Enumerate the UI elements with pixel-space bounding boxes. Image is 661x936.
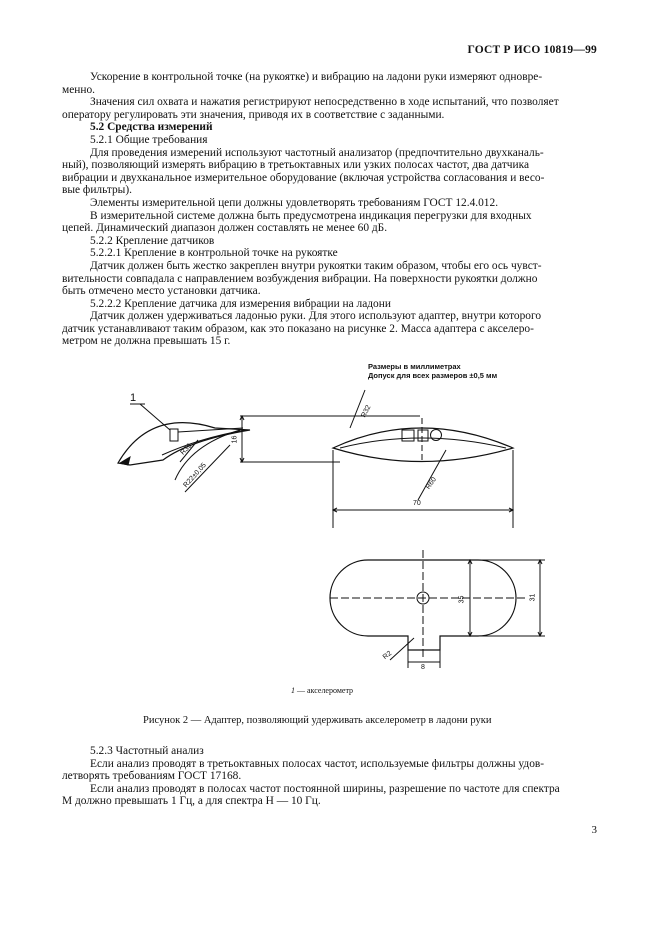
para-line: Датчик должен удерживаться ладонью руки. Для этого используют адаптер, внутри которого [90, 310, 542, 323]
para-line: быть отмечено место установки датчика. [62, 285, 261, 298]
para-line: вые фильтры). [62, 184, 132, 197]
para-line: Для проведения измерений используют частотный анализатор (предпочтительно двухканаль- [90, 146, 544, 159]
adapter-drawing [90, 350, 600, 690]
section-5-2-1-title: 5.2.1 Общие требования [90, 133, 208, 146]
dim-r2: R2 [381, 649, 394, 662]
para-line: летворять требованиям ГОСТ 17168. [62, 770, 242, 783]
callout-1: 1 [130, 392, 137, 404]
dim-r60: R60 [424, 476, 438, 491]
dim-r35: R35 [179, 442, 194, 457]
paragraph [62, 84, 600, 97]
para-line: цепей. Динамический диапазон должен составлять не менее 60 дБ. [62, 222, 388, 235]
para-line: оператору регулировать эти значения, приводя их в соответствие с заданными. [62, 108, 445, 121]
dim-70: 70 [413, 500, 421, 507]
figure-legend [291, 686, 353, 695]
para-line: Если анализ проводят в полосах частот постоянной ширины, разрешение по частоте для спектра [90, 782, 560, 795]
para-line: Ускорение в контрольной точке (на рукоятке) и вибрацию на ладони руки измеряют одновре- [90, 71, 543, 83]
para-line: датчик устанавливают таким образом, как это показано на рисунке 2. Масса адаптера с акселеро- [62, 322, 534, 335]
section-5-2-2-1-title: 5.2.2.1 Крепление в контрольной точке на рукоятке [90, 247, 338, 260]
figure-caption: Рисунок 2 — Адаптер, позволяющий удерживать акселерометр в ладони руки [143, 715, 492, 726]
dim-16: 16 [231, 435, 239, 444]
body-text-2 [62, 745, 600, 808]
para-line: вительности совпадала с направлением возбуждения вибрации. На поверхности рукоятки должно [62, 272, 538, 285]
para-line: ный), позволяющий измерять вибрацию в третьоктавных или узких полосах частот, два датчика [62, 159, 530, 172]
note-line-1: Размеры в миллиметрах [368, 362, 461, 371]
section-5-2-2-title: 5.2.2 Крепление датчиков [90, 234, 215, 247]
para-line: M должно превышать 1 Гц, а для спектра H — 10 Гц. [62, 795, 321, 808]
dimensions-note [368, 362, 497, 380]
dim-31: 31 [529, 593, 537, 602]
paragraph [62, 109, 600, 122]
section-5-2-title: 5.2 Средства измерений [90, 121, 213, 134]
dim-r32: R32 [360, 404, 373, 419]
paragraph [62, 96, 600, 109]
paragraph [62, 71, 600, 84]
section-5-2-3-title: 5.2.3 Частотный анализ [90, 745, 204, 757]
para-line: менно. [62, 83, 95, 96]
section-title [62, 121, 600, 134]
legend-number: 1 [291, 686, 295, 695]
section-5-2-2-2-title: 5.2.2.2 Крепление датчика для измерения вибрации на ладони [90, 297, 391, 310]
legend-text: — акселерометр [295, 686, 354, 695]
document-header: ГОСТ Р ИСО 10819—99 [467, 44, 597, 56]
para-line: Значения сил охвата и нажатия регистрируют непосредственно в ходе испытаний, что позволяет [90, 96, 559, 109]
dim-r22: R22±0,05 [182, 461, 208, 490]
para-line: В измерительной системе должна быть предусмотрена индикация перегрузки для входных [90, 209, 532, 222]
para-line: метром не должна превышать 15 г. [62, 335, 231, 348]
page-number: 3 [591, 824, 597, 836]
figure-2 [90, 350, 600, 720]
para-line: Элементы измерительной цепи должны удовлетворять требованиям ГОСТ 12.4.012. [90, 196, 499, 209]
dim-8: 8 [421, 664, 425, 671]
para-line: Датчик должен быть жестко закреплен внутри рукоятки таким образом, чтобы его ось чувст- [90, 259, 542, 272]
para-line: Если анализ проводят в третьоктавных полосах частот, используемые фильтры должны удов- [90, 757, 545, 770]
para-line: вибрации и двухканальное измерительное оборудование (включая устройства согласования и весо- [62, 171, 545, 184]
note-line-2: Допуск для всех размеров ±0,5 мм [368, 371, 498, 380]
dim-35: 35 [458, 595, 466, 604]
body-text [62, 71, 600, 348]
